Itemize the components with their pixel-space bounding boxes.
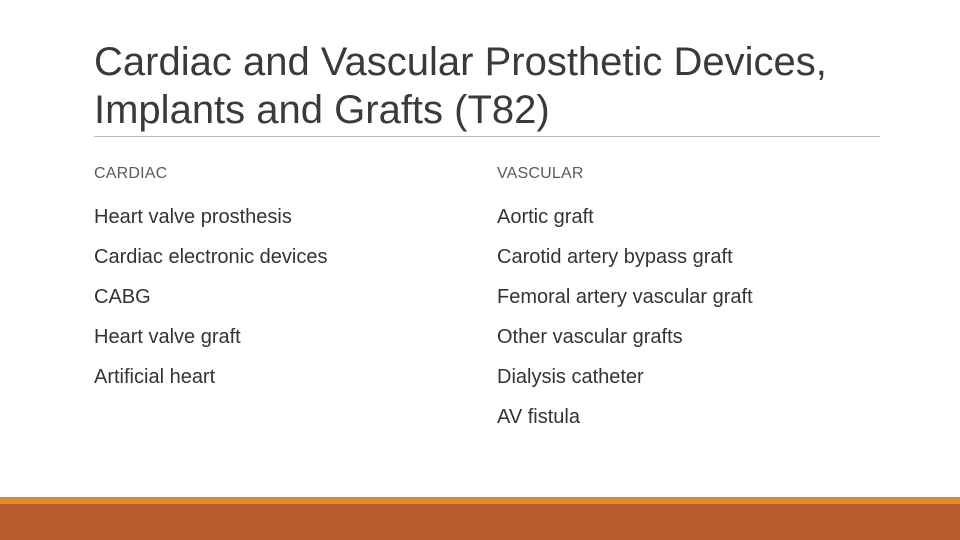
cardiac-list-item: CABG bbox=[94, 286, 151, 308]
vascular-list-item: Dialysis catheter bbox=[497, 366, 644, 388]
footer-accent-band-dark bbox=[0, 504, 960, 540]
vascular-list-item: Carotid artery bypass graft bbox=[497, 246, 733, 268]
vascular-list-item: Femoral artery vascular graft bbox=[497, 286, 753, 308]
cardiac-column-header: CARDIAC bbox=[94, 165, 168, 182]
vascular-list-item: Aortic graft bbox=[497, 206, 594, 228]
vascular-list-item: Other vascular grafts bbox=[497, 326, 683, 348]
slide-title bbox=[94, 38, 894, 134]
footer-accent-band-light bbox=[0, 497, 960, 504]
cardiac-list-item: Artificial heart bbox=[94, 366, 216, 388]
vascular-list-item: AV fistula bbox=[497, 406, 580, 428]
slide-title-line-2: Implants and Grafts (T82) bbox=[94, 88, 550, 132]
vascular-column-header: VASCULAR bbox=[497, 165, 584, 182]
cardiac-column bbox=[94, 160, 474, 405]
cardiac-list-item: Heart valve prosthesis bbox=[94, 206, 292, 228]
title-divider bbox=[94, 136, 880, 137]
cardiac-list-item: Cardiac electronic devices bbox=[94, 246, 328, 268]
vascular-column bbox=[497, 160, 877, 445]
slide-title-line-1: Cardiac and Vascular Prosthetic Devices, bbox=[94, 40, 827, 84]
cardiac-list-item: Heart valve graft bbox=[94, 326, 241, 348]
